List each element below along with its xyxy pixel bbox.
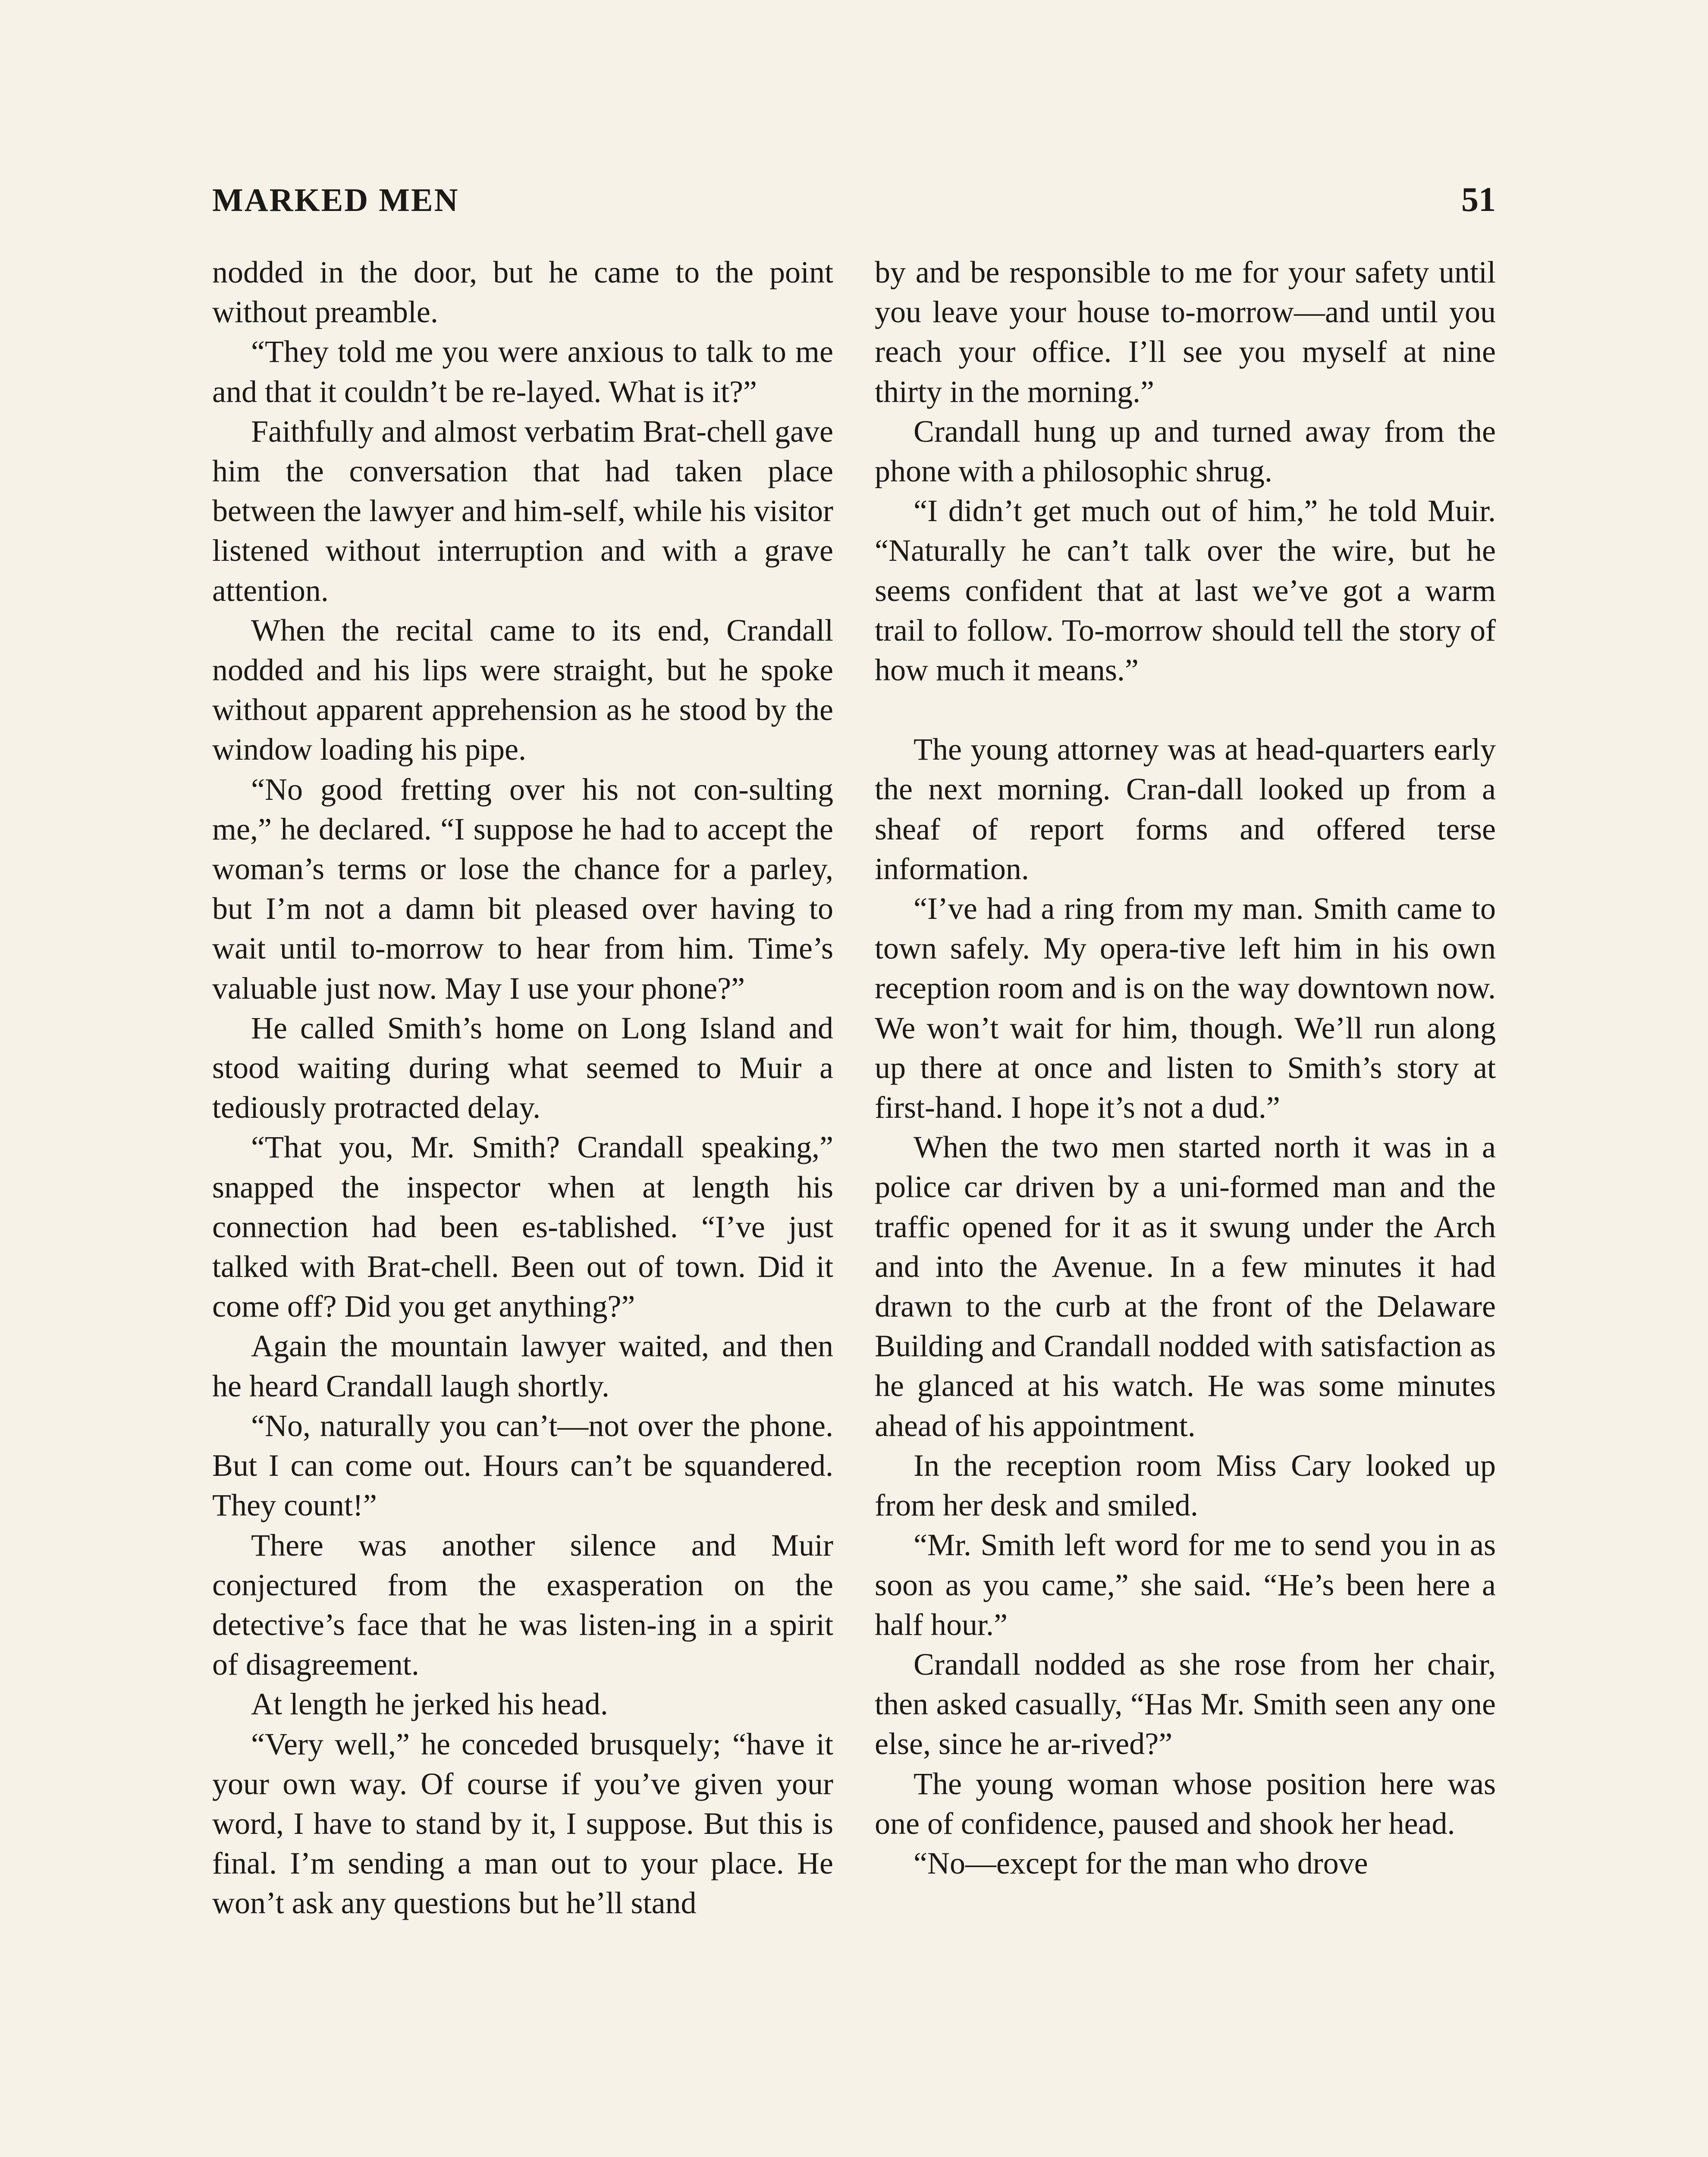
paragraph: “They told me you were anxious to talk to me and that it couldn’t be re-layed. What is it?” [212, 334, 833, 409]
paragraph: “Very well,” he conceded brusquely; “have it your own way. Of course if you’ve given your word, I have to stand by it, I suppose. But this is final. I’m sending a man out to your place. He won’t ask any questions but he’ll stand [212, 1726, 833, 1921]
paragraph: Crandall hung up and turned away from the phone with a philosophic shrug. [875, 414, 1496, 489]
right-column [875, 252, 1496, 1883]
paragraph: At length he jerked his head. [251, 1687, 608, 1722]
left-column [212, 252, 833, 1923]
paragraph: “No, naturally you can’t—not over the phone. But I can come out. Hours can’t be squandered. They count!” [212, 1408, 833, 1523]
paragraph: When the recital came to its end, Crandall nodded and his lips were straight, but he spoke without apparent apprehension as he stood by the window loading his pipe. [212, 613, 833, 767]
paragraph: “Mr. Smith left word for me to send you in as soon as you came,” she said. “He’s been here a half hour.” [875, 1528, 1496, 1642]
paragraph: Faithfully and almost verbatim Brat-chell gave him the conversation that had taken place between the lawyer and him-self, while his visitor listened without interruption and with a grave attention. [212, 414, 833, 608]
paragraph: Crandall nodded as she rose from her chair, then asked casually, “Has Mr. Smith seen any one else, since he ar-rived?” [875, 1647, 1496, 1761]
paragraph: When the two men started north it was in a police car driven by a uni-formed man and the traffic opened for it as it swung under the Arch and into the Avenue. In a few minutes it had drawn to the curb at the front of the Delaware Building and Crandall nodded with satisfaction as he glanced at his watch. He was some minutes ahead of his appointment. [875, 1130, 1496, 1443]
paragraph: by and be responsible to me for your safety until you leave your house to-morrow—and until you reach your office. I’ll see you myself at nine thirty in the morning.” [875, 255, 1496, 409]
paragraph: In the reception room Miss Cary looked up from her desk and smiled. [875, 1448, 1496, 1523]
page-number: 51 [1461, 181, 1496, 219]
paragraph: “No good fretting over his not con-sulting me,” he declared. “I suppose he had to accept the woman’s terms or lose the chance for a parley, but I’m not a damn bit pleased over having to wait until to-morrow to hear from him. Time’s valuable just now. May I use your phone?” [212, 772, 833, 1006]
paragraph: There was another silence and Muir conjectured from the exasperation on the detective’s face that he was listen-ing in a spirit of disagreement. [212, 1528, 833, 1682]
paragraph: Again the mountain lawyer waited, and then he heard Crandall laugh shortly. [212, 1329, 833, 1403]
running-title: MARKED MEN [212, 182, 459, 218]
paragraph: “That you, Mr. Smith? Crandall speaking,” snapped the inspector when at length his connection had been es-tablished. “I’ve just talked with Brat-chell. Been out of town. Did it come off? Did you get anything?” [212, 1130, 833, 1324]
paragraph: He called Smith’s home on Long Island and stood waiting during what seemed to Muir a tediously protracted delay. [212, 1010, 833, 1125]
paragraph: The young woman whose position here was one of confidence, paused and shook her head. [875, 1766, 1496, 1841]
running-header [212, 180, 1496, 228]
paragraph: “No—except for the man who drove [914, 1846, 1368, 1880]
paragraph: nodded in the door, but he came to the point without preamble. [212, 255, 833, 330]
paragraph: The young attorney was at head-quarters early the next morning. Cran-dall looked up from a sheaf of report forms and offered terse information. [875, 732, 1496, 886]
paragraph: “I didn’t get much out of him,” he told Muir. “Naturally he can’t talk over the wire, but he seems confident that at last we’ve got a warm trail to follow. To-morrow should tell the story of how much it means.” [875, 494, 1496, 688]
paragraph: “I’ve had a ring from my man. Smith came to town safely. My opera-tive left him in his own reception room and is on the way downtown now. We won’t wait for him, though. We’ll run along up there at once and listen to Smith’s story at first-hand. I hope it’s not a dud.” [875, 891, 1496, 1125]
